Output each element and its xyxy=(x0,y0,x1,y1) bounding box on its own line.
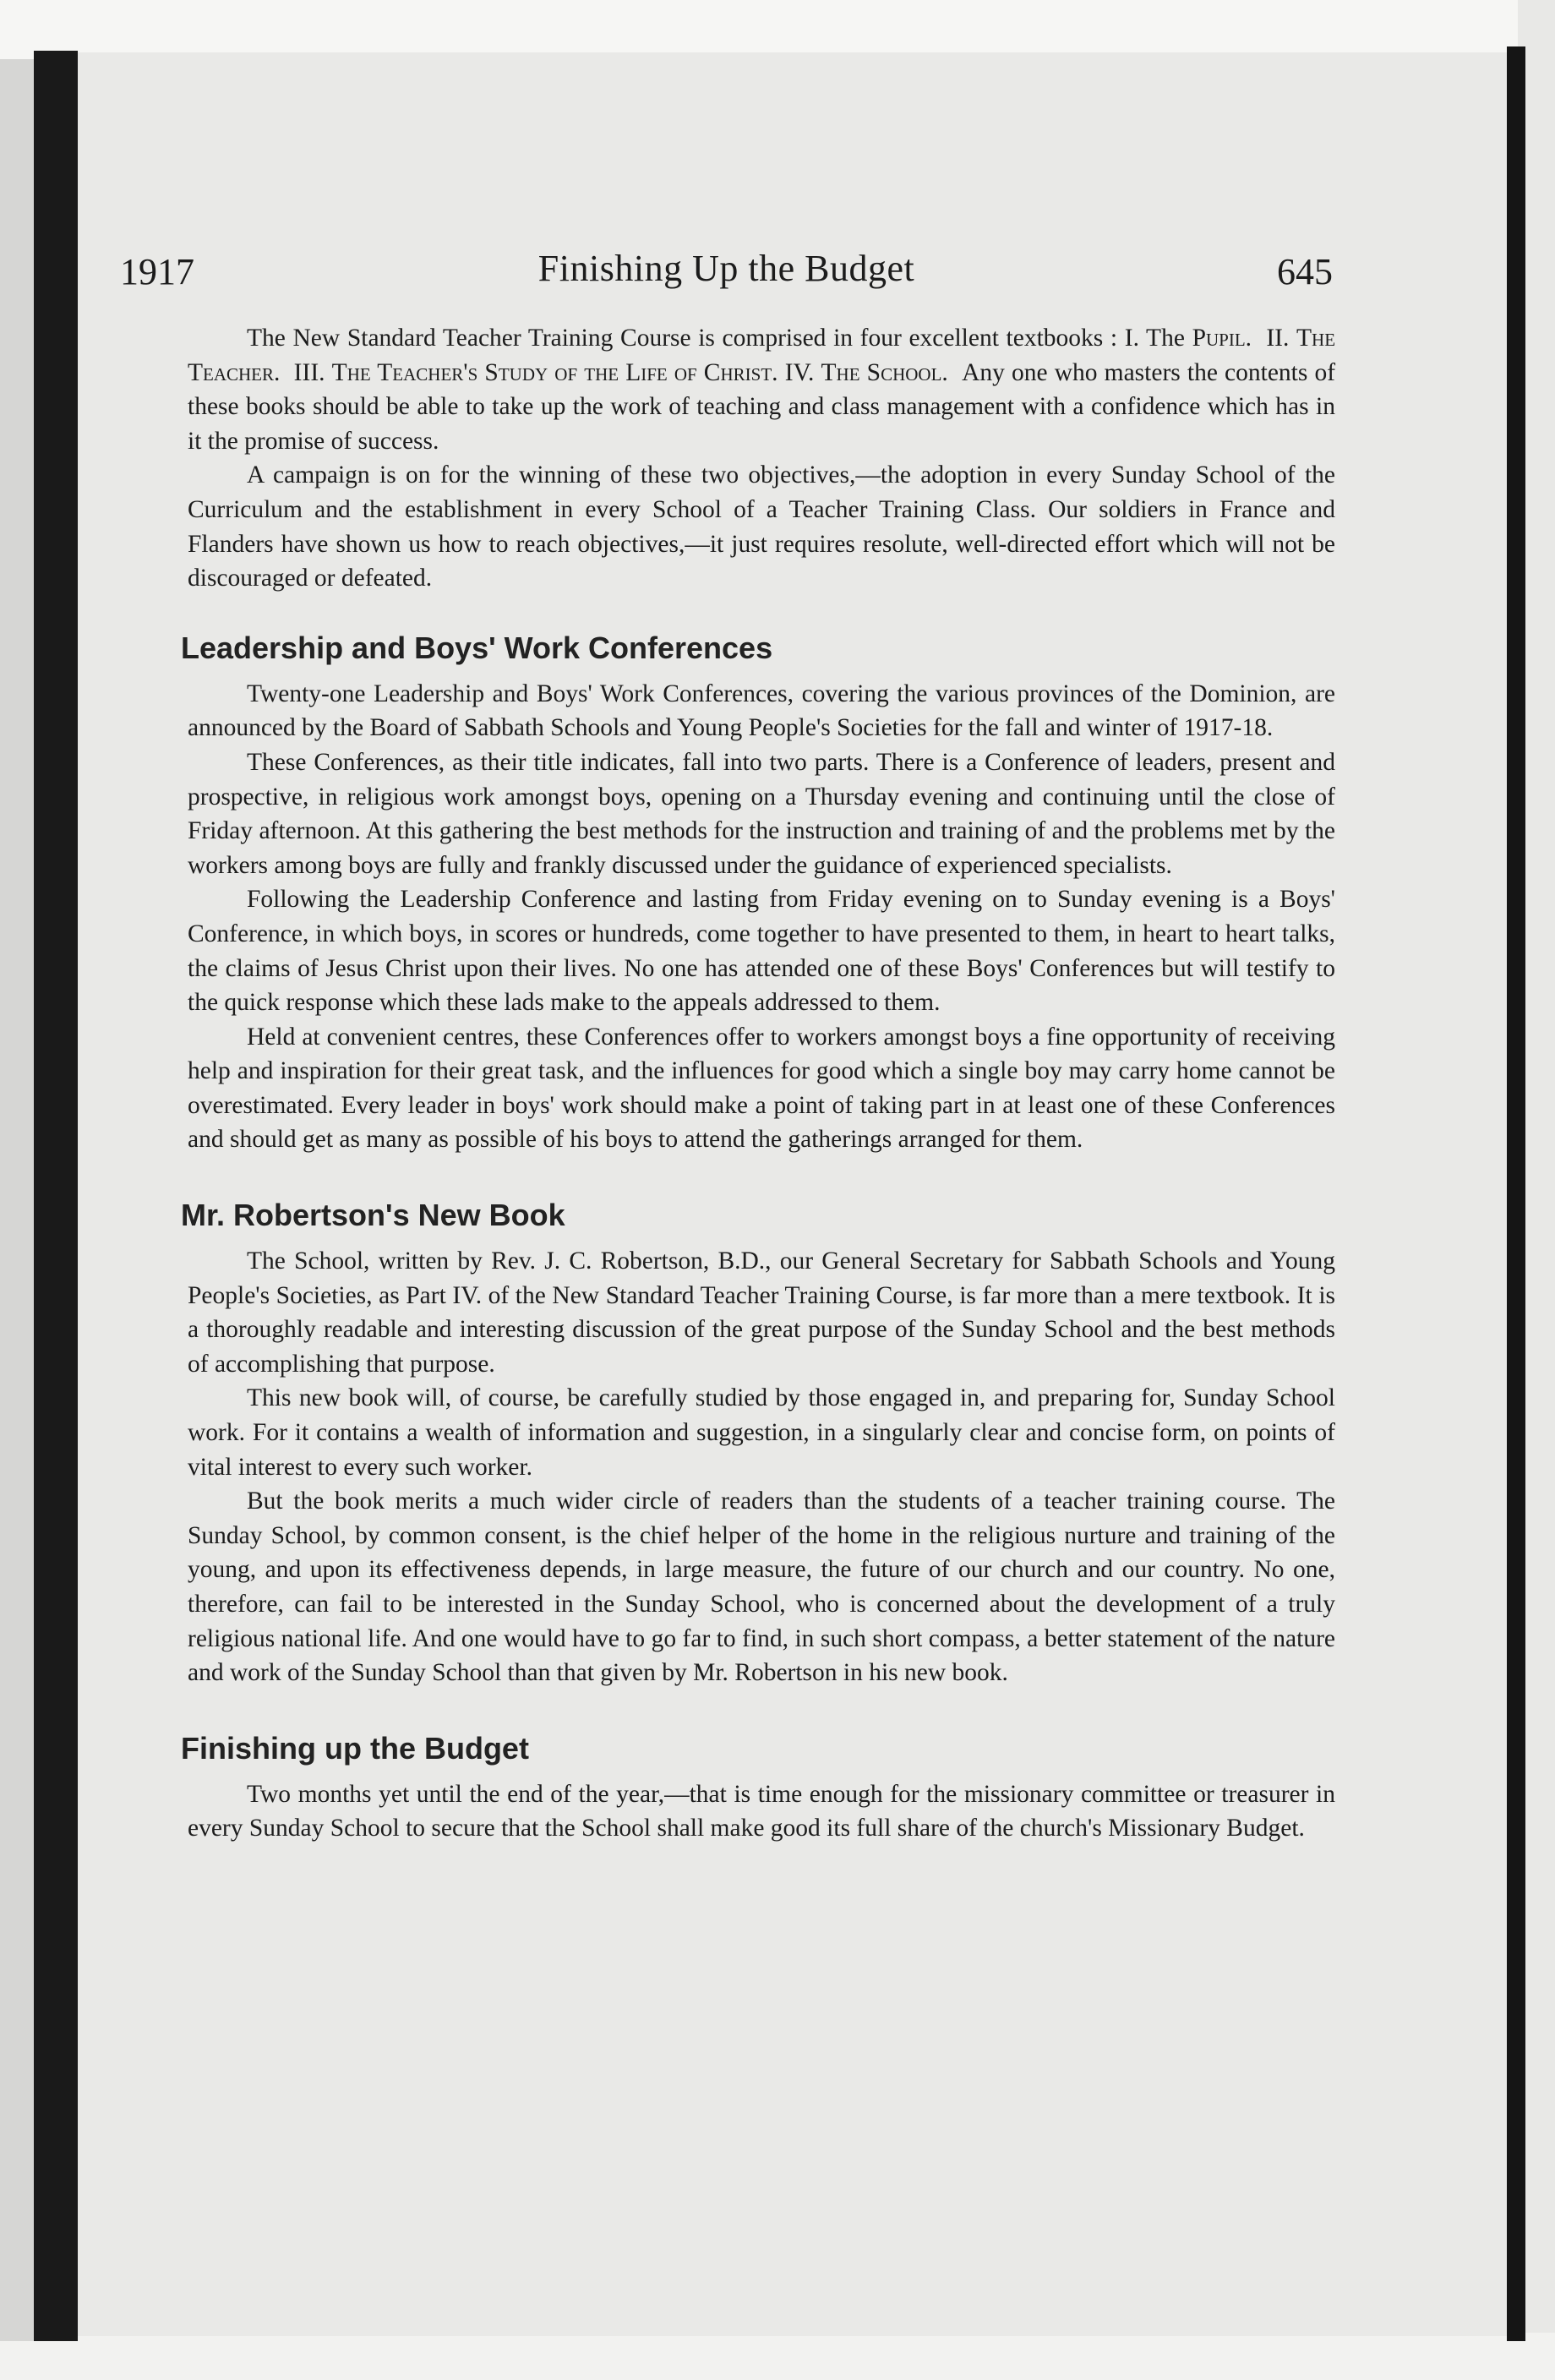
section-heading-leadership-conferences: Leadership and Boys' Work Conferences xyxy=(181,630,773,665)
book-title-life-of-christ: The Teacher's Study of the Life of Christ. xyxy=(331,358,778,386)
intro-tail-text: Any one who masters the contents of these books should be able to take up the work of teaching and class management with a confidence which has in it the promise of success. xyxy=(188,358,1336,455)
book-number-2: II. xyxy=(1266,325,1290,352)
leadership-paragraph-4: Held at convenient centres, these Conferences offer to workers amongst boys a fine opportunity of receiving help and inspiration for their great task, and the influences for good which a single boy may carry home cannot be overestimated. Every leader in boys' work should make a point of taking part in at least one of these Conferences and should get as many as possible of his boys to attend the gatherings arranged for them. xyxy=(188,1023,1335,1154)
section-heading-finishing-budget: Finishing up the Budget xyxy=(181,1730,529,1766)
leadership-paragraph-2: These Conferences, as their title indicates, fall into two parts. There is a Conference of leaders, present and prospective, in religious work amongst boys, opening on a Thursday evening and continuing until the close of Friday afternoon. At this gathering the best methods for the instruction and training of and the problems met by the workers among boys are fully and frankly discussed under the guidance of experienced specialists. xyxy=(188,748,1335,879)
book-title-pupil: Pupil. xyxy=(1192,325,1252,352)
leadership-paragraph-3: Following the Leadership Conference and lasting from Friday evening on to Sunday evening is a Boys' Conference, in which boys, in scores or hundreds, come together to have presented to them, in heart to heart talks, the claims of Jesus Christ upon their lives. No one has attended one of these Boys' Conferences but will testify to the quick response which these lads make to the appeals addressed to them. xyxy=(188,886,1335,1017)
facing-page-edge xyxy=(0,59,34,2341)
page-body xyxy=(181,321,1336,1846)
book-number-4: IV. xyxy=(784,358,815,386)
scan-bottom-margin xyxy=(0,2333,1555,2380)
book-title-teacher: The Teacher. xyxy=(188,325,1336,386)
robertson-paragraph-3: But the book merits a much wider circle of readers than the students of a teacher training course. The Sunday School, by common consent, is the chief helper of the home in the religious nurture and training of the young, and upon its effectiveness depends, in large measure, the future of our church and our country. No one, therefore, can fail to be interested in the Sunday School, who is concerned about the development of a truly religious national life. And one would have to go far to find, in such short compass, a better statement of the nature and work of the Sunday School than that given by Mr. Robertson in his new book. xyxy=(188,1488,1335,1687)
budget-paragraph-1: Two months yet until the end of the year,—that is time enough for the missionary committee or treasurer in every Sunday School to secure that the School shall make good its full share of the church's Missionary Budget. xyxy=(188,1780,1335,1842)
robertson-paragraph-1: The School, written by Rev. J. C. Robertson, B.D., our General Secretary for Sabbath Schools and Young People's Societies, as Part IV. of the New Standard Teacher Training Course, is far more than a mere textbook. It is a thoroughly readable and interesting discussion of the great purpose of the Sunday School and the best methods of accomplishing that purpose. xyxy=(188,1247,1335,1378)
robertson-paragraph-2: This new book will, of course, be carefully studied by those engaged in, and preparing for, Sunday School work. For it contains a wealth of information and suggestion, in a singularly clear and concise form, on points of vital interest to every such worker. xyxy=(188,1384,1335,1481)
header-year: 1917 xyxy=(120,251,194,292)
leadership-paragraph-1: Twenty-one Leadership and Boys' Work Conferences, covering the various provinces of the Dominion, are announced by the Board of Sabbath Schools and Young People's Societies for the fall and winter of 1917-18. xyxy=(188,680,1335,742)
book-title-school: The School. xyxy=(821,358,948,386)
header-title: Finishing Up the Budget xyxy=(537,248,915,289)
running-head xyxy=(120,247,1333,298)
book-number-3: III. xyxy=(293,358,325,386)
intro-paragraph-2: A campaign is on for the winning of these two objectives,—the adoption in every Sunday School of the Curriculum and the establishment in every School of a Teacher Training Class. Our soldiers in France and Flanders have shown us how to reach objectives,—it just requires resolute, well-directed effort which will not be discouraged or defeated. xyxy=(188,461,1335,592)
section-heading-robertson-book: Mr. Robertson's New Book xyxy=(181,1198,565,1233)
intro-lead-text: The New Standard Teacher Training Course is comprised in four excellent textbooks : I. The xyxy=(247,325,1185,352)
scan-top-margin xyxy=(0,0,1555,59)
intro-paragraph-1 xyxy=(188,321,1335,458)
book-binding-shadow xyxy=(34,51,78,2341)
page-number: 645 xyxy=(1277,251,1333,292)
page-edge-shadow xyxy=(1507,46,1525,2341)
